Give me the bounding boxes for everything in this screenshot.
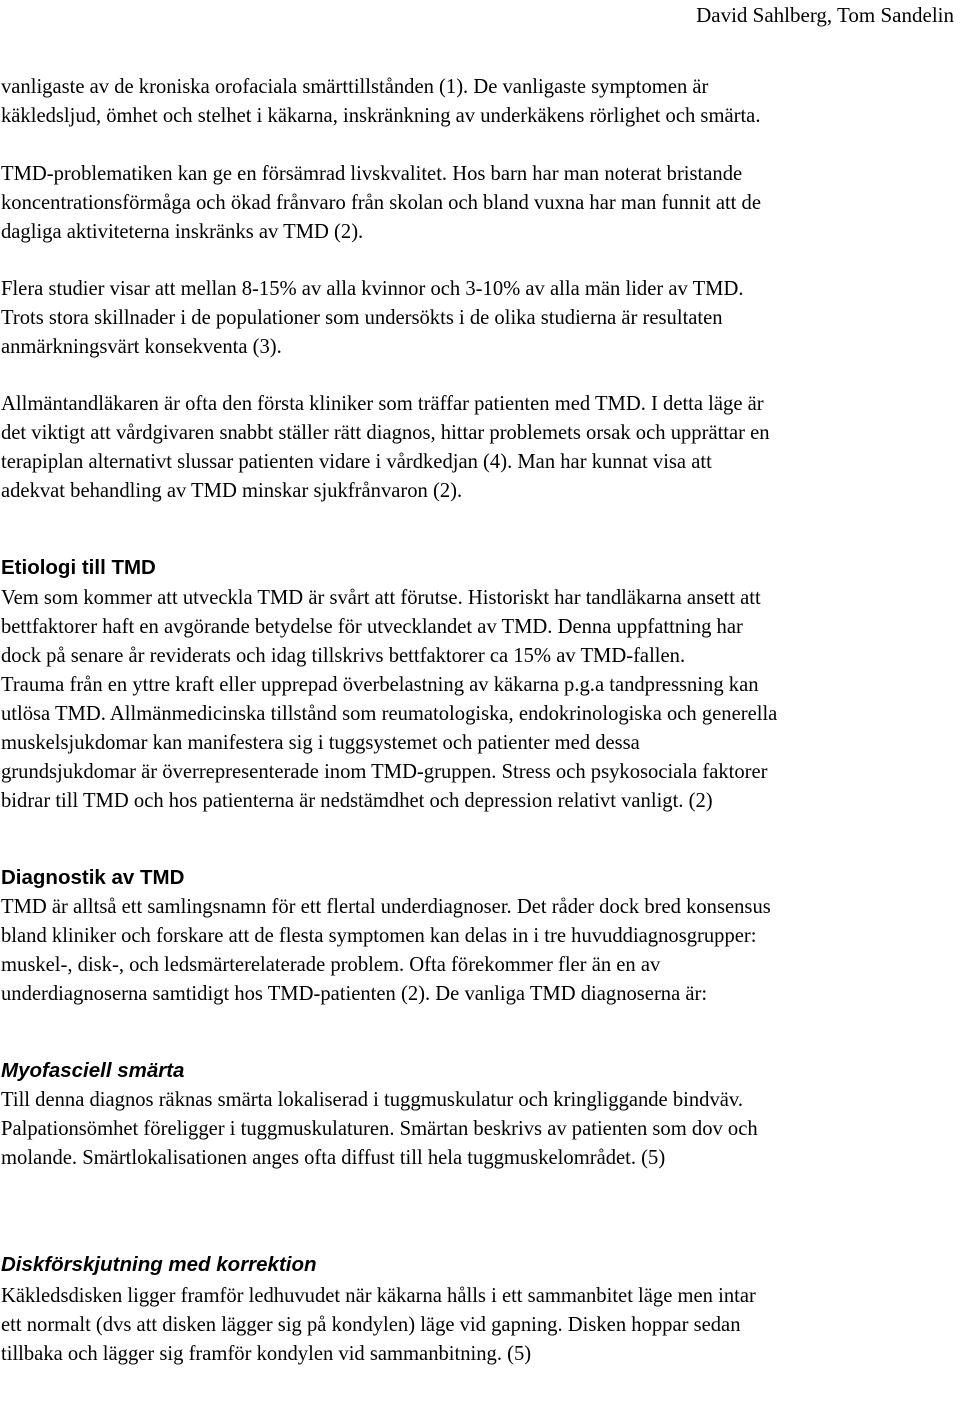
document-body — [1, 73, 956, 1369]
paragraph-general-dentist — [1, 390, 956, 506]
section-heading-etiologi: Etiologi till TMD — [1, 556, 156, 579]
text-line: utlösa TMD. Allmänmedicinska tillstånd som reumatologiska, endokrinologiska och generella — [1, 703, 778, 725]
text-line: Allmäntandläkaren är ofta den första kliniker som träffar patienten med TMD. I detta läge är — [1, 393, 764, 415]
text-line: käkledsljud, ömhet och stelhet i käkarna, inskränkning av underkäkens rörlighet och smärta. — [1, 105, 761, 127]
paragraph-diagnostik — [1, 893, 956, 1009]
text-line: ett normalt (dvs att disken lägger sig på kondylen) läge vid gapning. Disken hoppar sedan — [1, 1314, 741, 1336]
text-line: Palpationsömhet föreligger i tuggmuskulaturen. Smärtan beskrivs av patienten som dov och — [1, 1118, 758, 1140]
text-line: dock på senare år reviderats och idag tillskrivs bettfaktorer ca 15% av TMD-fallen. — [1, 645, 686, 667]
text-line: TMD är alltså ett samlingsnamn för ett flertal underdiagnoser. Det råder dock bred konsensus — [1, 896, 771, 918]
paragraph-prevalence — [1, 275, 956, 362]
text-line: terapiplan alternativt slussar patienten vidare i vårdkedjan (4). Man har kunnat visa att — [1, 451, 712, 473]
text-line: molande. Smärtlokalisationen anges ofta diffust till hela tuggmuskelområdet. (5) — [1, 1147, 666, 1169]
text-line: Trots stora skillnader i de populationer som undersökts i de olika studierna är resultaten — [1, 307, 723, 329]
text-line: underdiagnoserna samtidigt hos TMD-patienten (2). De vanliga TMD diagnoserna är: — [1, 983, 708, 1005]
text-line: adekvat behandling av TMD minskar sjukfrånvaron (2). — [1, 480, 463, 502]
paragraph-intro-symptoms — [1, 73, 956, 131]
subsection-heading-diskforskjutning: Diskförskjutning med korrektion — [1, 1253, 317, 1276]
text-line: vanligaste av de kroniska orofaciala smärttillstånden (1). De vanligaste symptomen är — [1, 76, 709, 98]
text-line: bidrar till TMD och hos patienterna är nedstämdhet och depression relativt vanligt. (2) — [1, 790, 713, 812]
text-line: Käkledsdisken ligger framför ledhuvudet när käkarna hålls i ett sammanbitet läge men intar — [1, 1285, 756, 1307]
text-line: Till denna diagnos räknas smärta lokaliserad i tuggmuskulatur och kringliggande bindväv. — [1, 1089, 743, 1111]
text-line: anmärkningsvärt konsekventa (3). — [1, 336, 282, 358]
paragraph-quality-of-life — [1, 160, 956, 247]
text-line: bland kliniker och forskare att de flesta symptomen kan delas in i tre huvuddiagnosgrupper: — [1, 925, 757, 947]
text-line: grundsjukdomar är överrepresenterade inom TMD-gruppen. Stress och psykosociala faktorer — [1, 761, 768, 783]
section-heading-diagnostik: Diagnostik av TMD — [1, 866, 185, 889]
text-line: Trauma från en yttre kraft eller upprepad överbelastning av käkarna p.g.a tandpressning kan — [1, 674, 759, 696]
text-line: muskelsjukdomar kan manifestera sig i tuggsystemet och patienter med dessa — [1, 732, 640, 754]
text-line: det viktigt att vårdgivaren snabbt ställer rätt diagnos, hittar problemets orsak och upprättar en — [1, 422, 770, 444]
running-header-authors: David Sahlberg, Tom Sandelin — [696, 3, 954, 27]
text-line: tillbaka och lägger sig framför kondylen vid sammanbitning. (5) — [1, 1343, 532, 1365]
paragraph-myofasciell — [1, 1086, 956, 1173]
paragraph-diskforskjutning — [1, 1282, 956, 1369]
text-line: muskel-, disk-, och ledsmärterelaterade problem. Ofta förekommer fler än en av — [1, 954, 661, 976]
text-line: Vem som kommer att utveckla TMD är svårt att förutse. Historiskt har tandläkarna ansett att — [1, 587, 761, 609]
text-line: koncentrationsförmåga och ökad frånvaro från skolan och bland vuxna har man funnit att de — [1, 192, 761, 214]
paragraph-etiologi — [1, 584, 956, 816]
text-line: TMD-problematiken kan ge en försämrad livskvalitet. Hos barn har man noterat bristande — [1, 163, 743, 185]
text-line: Flera studier visar att mellan 8-15% av alla kvinnor och 3-10% av alla män lider av TMD. — [1, 278, 744, 300]
text-line: dagliga aktiviteterna inskränks av TMD (2). — [1, 221, 364, 243]
text-line: bettfaktorer haft en avgörande betydelse för utvecklandet av TMD. Denna uppfattning har — [1, 616, 743, 638]
subsection-heading-myofasciell: Myofasciell smärta — [1, 1059, 185, 1082]
